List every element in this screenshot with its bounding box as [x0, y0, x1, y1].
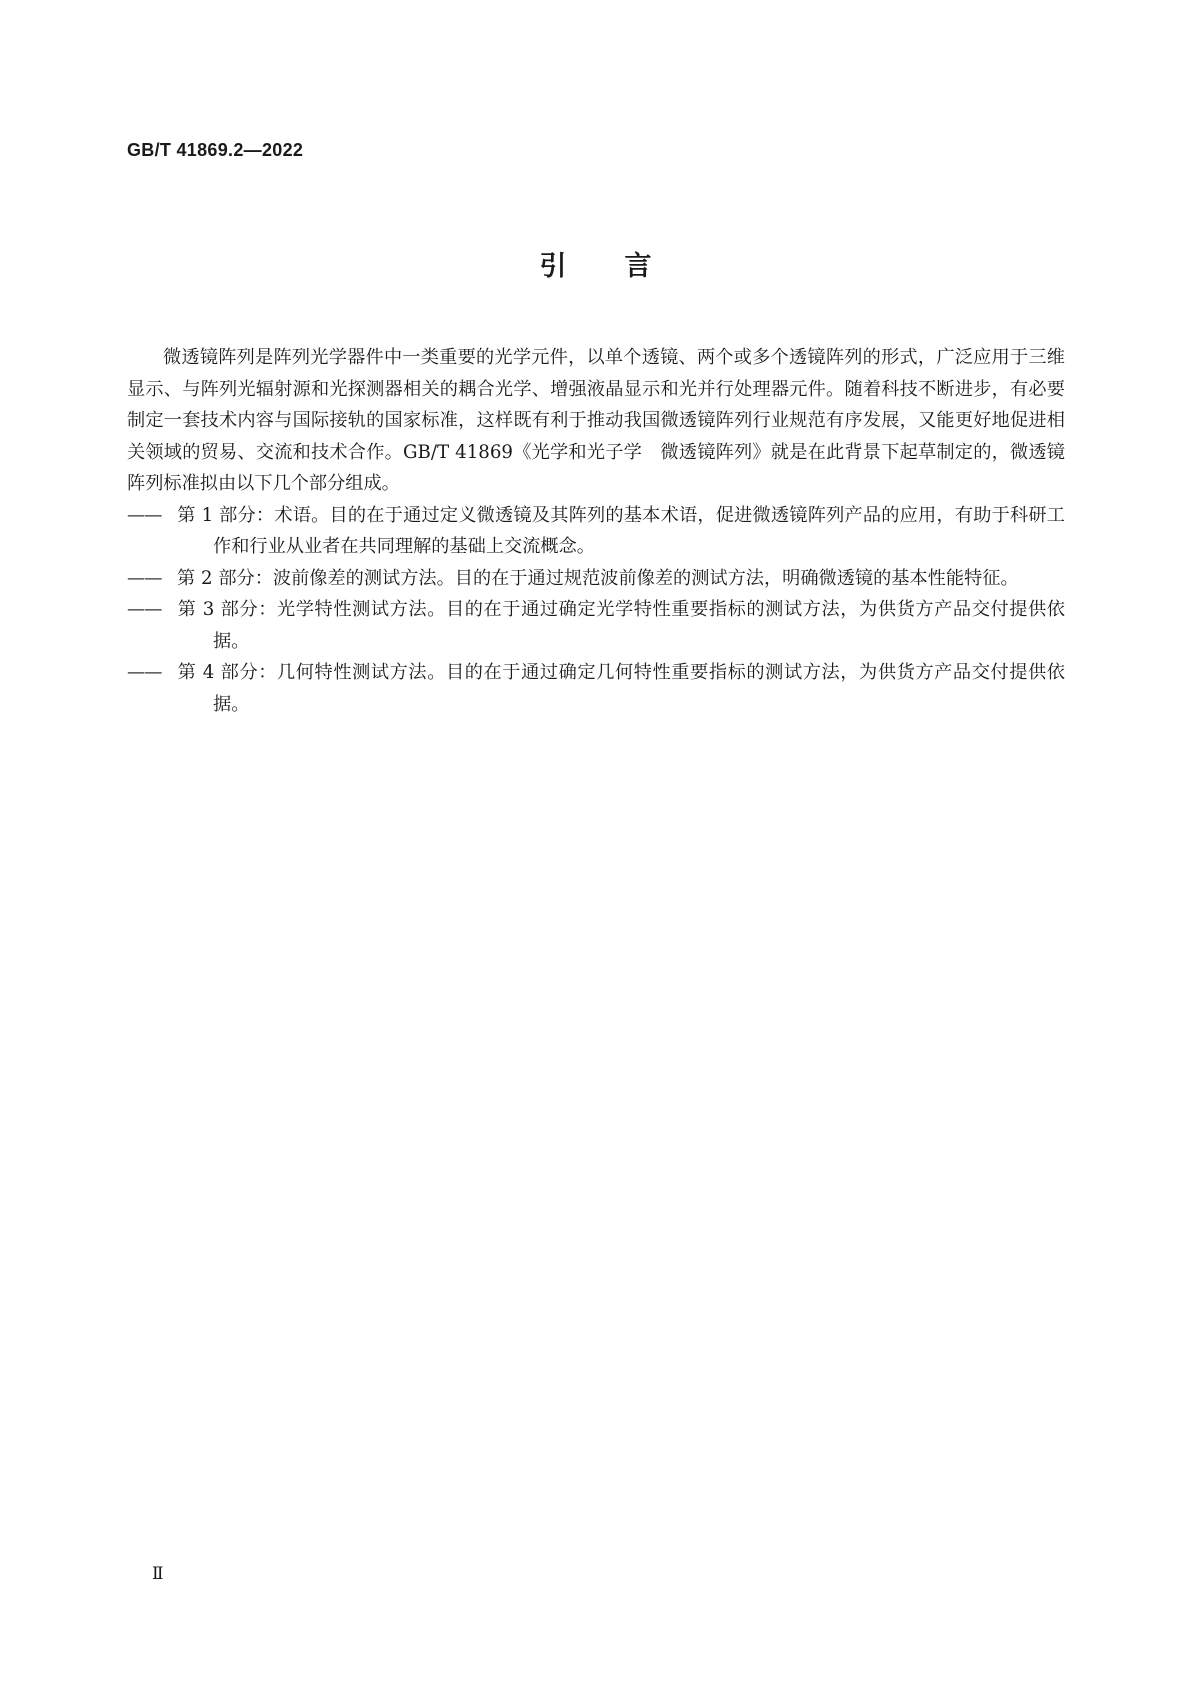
list-dash: ——: [127, 567, 162, 589]
intro-paragraph: 微透镜阵列是阵列光学器件中一类重要的光学元件，以单个透镜、两个或多个透镜阵列的形式，广泛应用于三维显示、与阵列光辐射源和光探测器相关的耦合光学、增强液晶显示和光并行处理器元件。随着科技不断进步，有必要制定一套技术内容与国际接轨的国家标准，这样既有利于推动我国微透镜阵列行业规范有序发展，又能更好地促进相关领域的贸易、交流和技术合作。GB/T 41869《光学和光子学 微透镜阵列》就是在此背景下起草制定的，微透镜阵列标准拟由以下几个部分组成。: [127, 347, 1065, 494]
list-dash: ——: [127, 599, 162, 620]
document-number: GB/T 41869.2—2022: [127, 140, 304, 160]
list-item-text: 第 4 部分：几何特性测试方法。目的在于通过确定几何特性重要指标的测试方法，为供货方产品交付提供依据。: [177, 662, 1065, 715]
document-body: [127, 342, 1065, 720]
list-item-part-2: [127, 563, 1065, 595]
list-dash: ——: [127, 504, 162, 526]
list-item-text: 第 1 部分：术语。目的在于通过定义微透镜及其阵列的基本术语，促进微透镜阵列产品的应用，有助于科研工作和行业从业者在共同理解的基础上交流概念。: [177, 504, 1065, 557]
list-dash: ——: [127, 662, 162, 683]
list-item-part-1: [127, 500, 1065, 563]
page-number: Ⅱ: [152, 1564, 164, 1584]
list-item-part-4: [127, 657, 1065, 720]
list-item-text: 第 2 部分：波前像差的测试方法。目的在于通过规范波前像差的测试方法，明确微透镜的基本性能特征。: [177, 567, 1019, 589]
list-item-part-3: [127, 594, 1065, 657]
section-title: 引言: [539, 251, 710, 282]
list-item-text: 第 3 部分：光学特性测试方法。目的在于通过确定光学特性重要指标的测试方法，为供货方产品交付提供依据。: [177, 599, 1065, 652]
